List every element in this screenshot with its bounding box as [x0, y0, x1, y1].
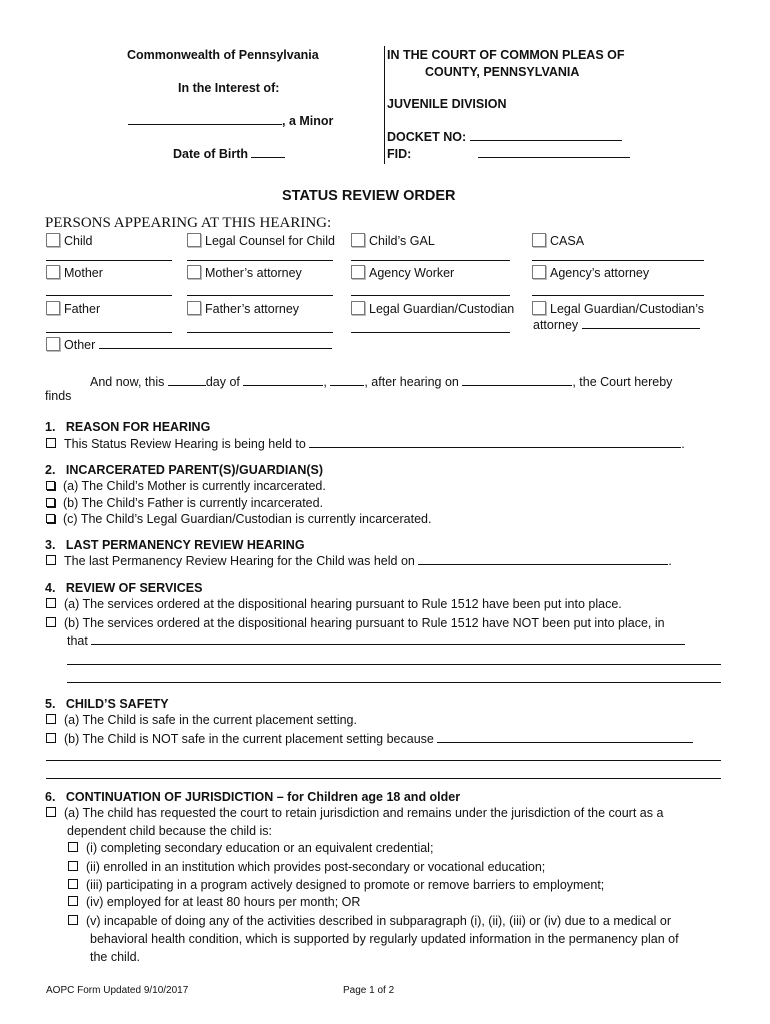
name-line[interactable]	[532, 260, 704, 261]
docket-field[interactable]	[470, 129, 622, 141]
section-4-that: that	[67, 633, 685, 648]
person-child[interactable]: Child	[46, 233, 93, 248]
minor-name-line: , a Minor	[128, 113, 333, 128]
dob-field[interactable]	[251, 146, 285, 158]
section-4-item-b[interactable]: (b) The services ordered at the dispositional hearing pursuant to Rule 1512 have NOT been put into place, in	[46, 616, 665, 630]
name-line[interactable]	[187, 260, 333, 261]
checkbox[interactable]	[46, 555, 56, 565]
commonwealth-title: Commonwealth of Pennsylvania	[127, 48, 319, 62]
court-line-2: COUNTY, PENNSYLVANIA	[425, 65, 580, 79]
section-6-item-iv[interactable]: (iv) employed for at least 80 hours per month; OR	[68, 895, 360, 909]
guardian-attorney-field[interactable]	[582, 317, 700, 329]
safety-reason-line[interactable]	[46, 778, 721, 779]
services-reason-line[interactable]	[67, 664, 721, 665]
services-reason-line[interactable]	[67, 682, 721, 683]
person-other[interactable]: Other	[46, 337, 332, 352]
section-1-heading: 1. REASON FOR HEARING	[45, 420, 211, 434]
finds-text: finds	[45, 389, 72, 403]
section-6-item-iii[interactable]: (iii) participating in a program actively designed to promote or remove barriers to employment;	[68, 878, 604, 892]
safety-reason-line[interactable]	[46, 760, 721, 761]
juvenile-division: JUVENILE DIVISION	[387, 97, 507, 111]
person-guardian-attorney[interactable]: Legal Guardian/Custodian’s	[532, 301, 704, 316]
father-checkbox[interactable]	[46, 301, 60, 315]
checkbox[interactable]	[46, 714, 56, 724]
fid-line: FID:	[387, 146, 630, 161]
agency-worker-checkbox[interactable]	[351, 265, 365, 279]
name-line[interactable]	[46, 295, 172, 296]
section-3-heading: 3. LAST PERMANENCY REVIEW HEARING	[45, 538, 305, 552]
docket-line: DOCKET NO:	[387, 129, 622, 144]
name-line[interactable]	[46, 260, 172, 261]
checkbox[interactable]	[68, 896, 78, 906]
section-3-item[interactable]: The last Permanency Review Hearing for the Child was held on .	[46, 553, 672, 568]
guardian-checkbox[interactable]	[351, 301, 365, 315]
services-reason-field[interactable]	[91, 633, 685, 645]
section-2-item-c[interactable]: (c) The Child’s Legal Guardian/Custodian is currently incarcerated.	[46, 512, 431, 526]
checkbox[interactable]	[46, 733, 56, 743]
agency-attorney-checkbox[interactable]	[532, 265, 546, 279]
checkbox[interactable]	[46, 807, 56, 817]
year-field[interactable]	[330, 374, 364, 386]
person-fathers-attorney[interactable]: Father’s attorney	[187, 301, 299, 316]
name-line[interactable]	[46, 332, 172, 333]
safety-reason-field[interactable]	[437, 731, 693, 743]
reason-field[interactable]	[309, 436, 681, 448]
section-2-heading: 2. INCARCERATED PARENT(S)/GUARDIAN(S)	[45, 463, 324, 477]
section-2-item-a[interactable]: (a) The Child’s Mother is currently incarcerated.	[46, 479, 326, 493]
casa-checkbox[interactable]	[532, 233, 546, 247]
section-4-heading: 4. REVIEW OF SERVICES	[45, 581, 203, 595]
section-6-item-a[interactable]: (a) The child has requested the court to retain jurisdiction and remains under the jurisdiction of the court as a	[46, 806, 663, 820]
person-casa[interactable]: CASA	[532, 233, 584, 248]
section-6-item-v[interactable]: (v) incapable of doing any of the activities described in subparagraph (i), (ii), (iii) or (iv) due to a medical or	[68, 914, 671, 928]
dob-line: Date of Birth	[173, 146, 285, 161]
checkbox[interactable]	[46, 514, 55, 523]
mothers-attorney-checkbox[interactable]	[187, 265, 201, 279]
section-4-item-a[interactable]: (a) The services ordered at the dispositional hearing pursuant to Rule 1512 have been put into place.	[46, 597, 622, 611]
name-line[interactable]	[351, 332, 510, 333]
person-agency-worker[interactable]: Agency Worker	[351, 265, 454, 280]
minor-name-field[interactable]	[128, 113, 282, 125]
checkbox[interactable]	[68, 915, 78, 925]
name-line[interactable]	[351, 260, 510, 261]
form-updated: AOPC Form Updated 9/10/2017	[46, 985, 189, 996]
section-5-item-b[interactable]: (b) The Child is NOT safe in the current placement setting because	[46, 731, 693, 746]
name-line[interactable]	[187, 295, 333, 296]
header-divider	[384, 46, 385, 164]
other-field[interactable]	[99, 337, 332, 349]
legal-counsel-checkbox[interactable]	[187, 233, 201, 247]
checkbox[interactable]	[46, 498, 55, 507]
checkbox[interactable]	[46, 481, 55, 490]
person-mother[interactable]: Mother	[46, 265, 103, 280]
guardian-attorney-checkbox[interactable]	[532, 301, 546, 315]
checkbox[interactable]	[46, 598, 56, 608]
section-6-item-i[interactable]: (i) completing secondary education or an equivalent credential;	[68, 841, 433, 855]
court-line-1: IN THE COURT OF COMMON PLEAS OF	[387, 48, 625, 62]
guardian-attorney-line2: attorney	[533, 317, 700, 332]
childs-gal-checkbox[interactable]	[351, 233, 365, 247]
fid-field[interactable]	[478, 146, 630, 158]
name-line[interactable]	[187, 332, 333, 333]
page-number: Page 1 of 2	[343, 985, 395, 996]
other-checkbox[interactable]	[46, 337, 60, 351]
section-5-heading: 5. CHILD’S SAFETY	[45, 697, 169, 711]
person-childs-gal[interactable]: Child’s GAL	[351, 233, 435, 248]
day-field[interactable]	[168, 374, 206, 386]
checkbox[interactable]	[68, 879, 78, 889]
section-6-item-a-cont: dependent child because the child is:	[67, 824, 273, 838]
name-line[interactable]	[351, 295, 510, 296]
persons-heading: PERSONS APPEARING AT THIS HEARING:	[45, 215, 332, 231]
person-guardian[interactable]: Legal Guardian/Custodian	[351, 301, 514, 316]
last-hearing-date-field[interactable]	[418, 553, 668, 565]
checkbox[interactable]	[46, 617, 56, 627]
section-5-item-a[interactable]: (a) The Child is safe in the current placement setting.	[46, 713, 357, 727]
checkbox[interactable]	[46, 438, 56, 448]
checkbox[interactable]	[68, 842, 78, 852]
month-field[interactable]	[243, 374, 323, 386]
person-legal-counsel[interactable]: Legal Counsel for Child	[187, 233, 335, 248]
section-6-heading: 6. CONTINUATION OF JURISDICTION – for Children age 18 and older	[45, 790, 461, 804]
page-title: STATUS REVIEW ORDER	[282, 188, 456, 204]
in-interest-label: In the Interest of:	[178, 81, 280, 95]
child-checkbox[interactable]	[46, 233, 60, 247]
section-6-item-v-cont2: the child.	[90, 950, 141, 964]
section-6-item-ii[interactable]: (ii) enrolled in an institution which provides post-secondary or vocational education;	[68, 860, 545, 874]
name-line[interactable]	[532, 295, 704, 296]
intro-line: And now, this day of , , after hearing on , the Court hereby	[90, 375, 673, 389]
section-2-item-b[interactable]: (b) The Child’s Father is currently incarcerated.	[46, 496, 323, 510]
checkbox[interactable]	[68, 861, 78, 871]
hearing-date-field[interactable]	[462, 374, 572, 386]
section-1-item[interactable]: This Status Review Hearing is being held to .	[46, 436, 685, 451]
person-agency-attorney[interactable]: Agency’s attorney	[532, 265, 649, 280]
fathers-attorney-checkbox[interactable]	[187, 301, 201, 315]
person-mothers-attorney[interactable]: Mother’s attorney	[187, 265, 302, 280]
mother-checkbox[interactable]	[46, 265, 60, 279]
person-father[interactable]: Father	[46, 301, 100, 316]
section-6-item-v-cont1: behavioral health condition, which is supported by regularly updated information in the permanency plan of	[90, 932, 679, 946]
